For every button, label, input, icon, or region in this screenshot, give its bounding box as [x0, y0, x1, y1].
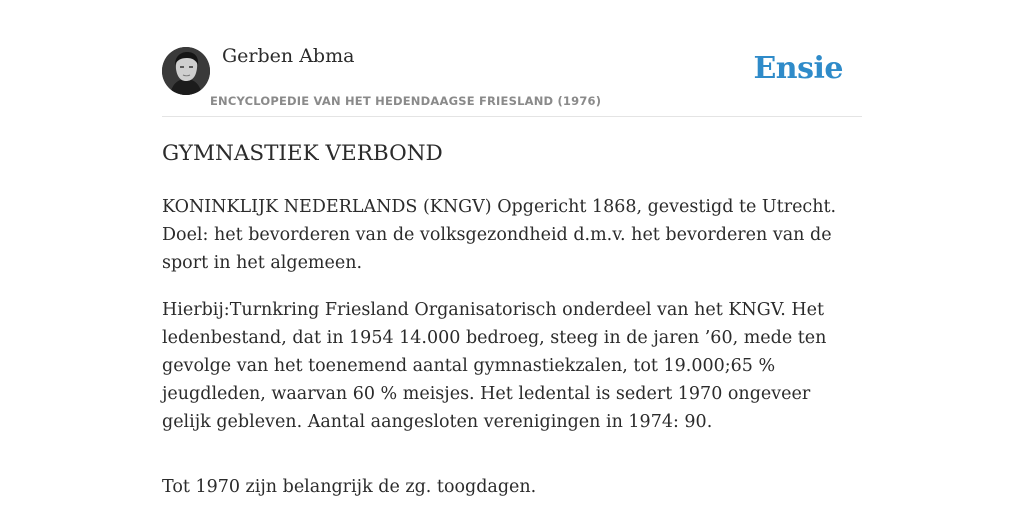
article-header [162, 0, 862, 117]
article-paragraph-1: KONINKLIJK NEDERLANDS (KNGV) Opgericht 1868, gevestigd te Utrecht. Doel: het bevorderen van de volksgezondheid d.m.v. het bevorderen van de sport in het algemeen. [162, 197, 837, 273]
article-card [162, 0, 862, 512]
author-avatar[interactable] [162, 47, 210, 95]
article-paragraph-3: Tot 1970 zijn belangrijk de zg. toogdagen. [162, 477, 537, 497]
author-name[interactable]: Gerben Abma [222, 45, 355, 67]
article-paragraph-2: Hierbij:Turnkring Friesland Organisatorisch onderdeel van het KNGV. Het ledenbestand, dat in 1954 14.000 bedroeg, steeg in de jaren ’60, mede ten gevolge van het toenemend aantal gymnastiekzalen, tot 19.000;65 % jeugdleden, waarvan 60 % meisjes. Het ledental is sedert 1970 ongeveer gelijk gebleven. Aantal aangesloten verenigingen in 1974: 90. [162, 300, 827, 432]
portrait-icon [162, 47, 210, 95]
article-title: GYMNASTIEK VERBOND [162, 141, 443, 166]
article-body [162, 193, 862, 520]
ensie-logo[interactable]: Ensie [753, 51, 843, 86]
source-label: ENCYCLOPEDIE VAN HET HEDENDAAGSE FRIESLAND (1976) [210, 94, 602, 108]
